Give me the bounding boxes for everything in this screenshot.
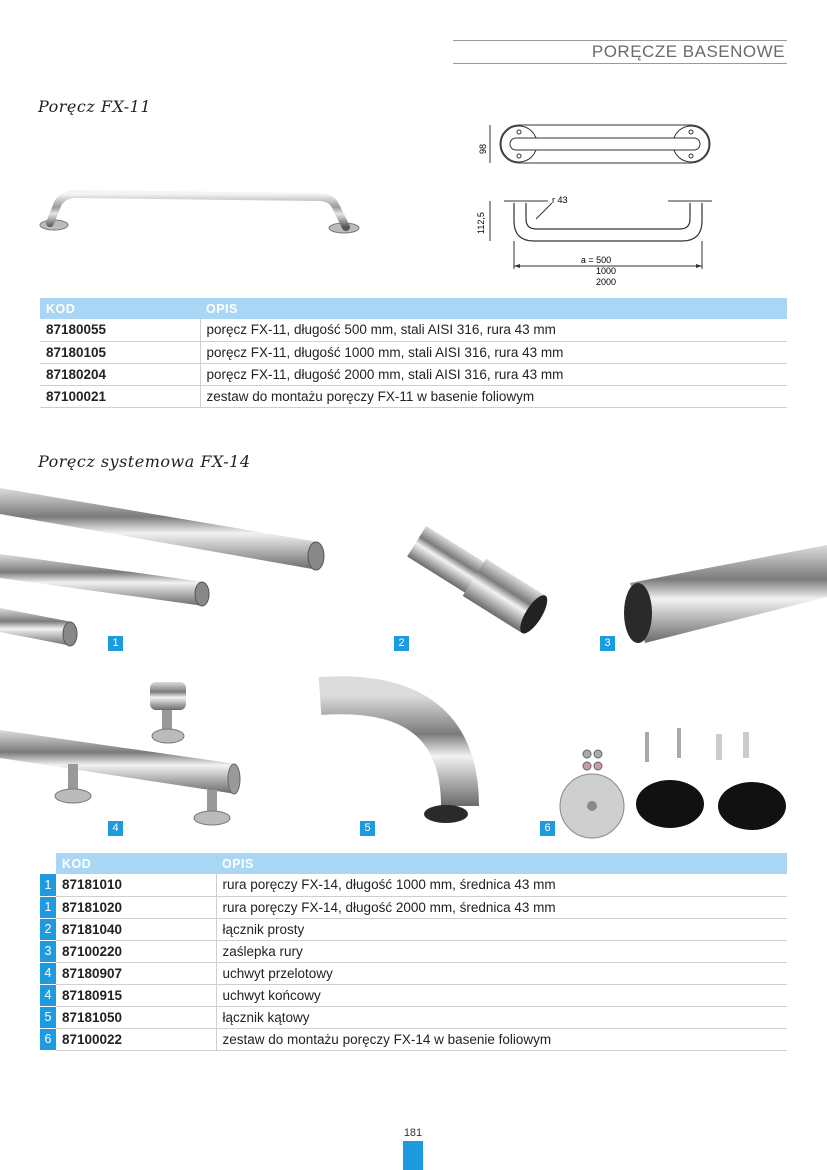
product-description: rura poręczy FX-14, długość 1000 mm, średnica 43 mm — [216, 874, 787, 896]
product-badge: 4 — [108, 821, 123, 836]
length-1000-label: 1000 — [595, 266, 617, 276]
radius-label: r 43 — [552, 195, 568, 205]
length-a-label: a = 500 — [580, 255, 612, 265]
pipes-photo — [0, 482, 340, 657]
table-row — [40, 319, 787, 341]
product-badge: 2 — [394, 636, 409, 651]
product-code: 87181020 — [56, 896, 216, 918]
page-tab-marker — [403, 1141, 423, 1170]
dim-1125-label: 112,5 — [476, 212, 486, 234]
fx11-heading: Poręcz FX-11 — [38, 97, 152, 116]
row-number: 5 — [40, 1006, 56, 1028]
product-description: rura poręczy FX-14, długość 2000 mm, średnica 43 mm — [216, 896, 787, 918]
section-title: PORĘCZE BASENOWE — [453, 40, 787, 64]
product-description: zestaw do montażu poręczy FX-11 w basenie foliowym — [200, 385, 787, 407]
row-number: 4 — [40, 984, 56, 1006]
col-num-header — [40, 853, 56, 874]
product-code: 87100220 — [56, 940, 216, 962]
fx11-technical-drawing — [470, 115, 720, 290]
dim-98-label: 98 — [478, 143, 488, 155]
fx14-product-table — [40, 853, 787, 1051]
table-row — [40, 962, 787, 984]
angle-connector-photo — [310, 676, 500, 836]
table-row — [40, 874, 787, 896]
product-description: zestaw do montażu poręczy FX-14 w basenie foliowym — [216, 1028, 787, 1050]
product-code: 87100021 — [40, 385, 200, 407]
row-number: 3 — [40, 940, 56, 962]
row-number: 2 — [40, 918, 56, 940]
product-description: łącznik kątowy — [216, 1006, 787, 1028]
pipe-cap-photo — [600, 545, 827, 655]
col-opis-header: OPIS — [216, 853, 787, 874]
row-number: 1 — [40, 896, 56, 918]
fx11-rail-photo — [36, 185, 366, 240]
col-kod-header: KOD — [56, 853, 216, 874]
table-row — [40, 1006, 787, 1028]
product-description: poręcz FX-11, długość 500 mm, stali AISI 316, rura 43 mm — [200, 319, 787, 341]
product-code: 87180105 — [40, 341, 200, 363]
fx14-heading: Poręcz systemowa FX-14 — [38, 452, 251, 471]
product-description: poręcz FX-11, długość 1000 mm, stali AISI 316, rura 43 mm — [200, 341, 787, 363]
table-row — [40, 1028, 787, 1050]
row-number: 4 — [40, 962, 56, 984]
product-badge: 1 — [108, 636, 123, 651]
fx11-product-table — [40, 298, 787, 408]
table-row — [40, 896, 787, 918]
row-number: 6 — [40, 1028, 56, 1050]
product-code: 87181050 — [56, 1006, 216, 1028]
product-badge: 3 — [600, 636, 615, 651]
col-opis-header: OPIS — [200, 298, 787, 319]
page-number: 181 — [403, 1127, 423, 1139]
product-code: 87181010 — [56, 874, 216, 896]
product-description: poręcz FX-11, długość 2000 mm, stali AISI 316, rura 43 mm — [200, 363, 787, 385]
mounting-set-photo — [550, 724, 790, 839]
product-code: 87180055 — [40, 319, 200, 341]
col-kod-header: KOD — [40, 298, 200, 319]
product-code: 87180915 — [56, 984, 216, 1006]
product-description: łącznik prosty — [216, 918, 787, 940]
product-description: uchwyt przelotowy — [216, 962, 787, 984]
table-row — [40, 984, 787, 1006]
product-code: 87181040 — [56, 918, 216, 940]
product-code: 87180907 — [56, 962, 216, 984]
table-row — [40, 385, 787, 407]
product-code: 87100022 — [56, 1028, 216, 1050]
product-code: 87180204 — [40, 363, 200, 385]
table-row — [40, 363, 787, 385]
length-2000-label: 2000 — [595, 277, 617, 287]
product-badge: 6 — [540, 821, 555, 836]
table-row — [40, 918, 787, 940]
table-row — [40, 940, 787, 962]
row-number: 1 — [40, 874, 56, 896]
table-row — [40, 341, 787, 363]
product-description: uchwyt końcowy — [216, 984, 787, 1006]
product-description: zaślepka rury — [216, 940, 787, 962]
product-badge: 5 — [360, 821, 375, 836]
straight-connector-photo — [395, 510, 555, 655]
holders-photo — [0, 672, 245, 837]
